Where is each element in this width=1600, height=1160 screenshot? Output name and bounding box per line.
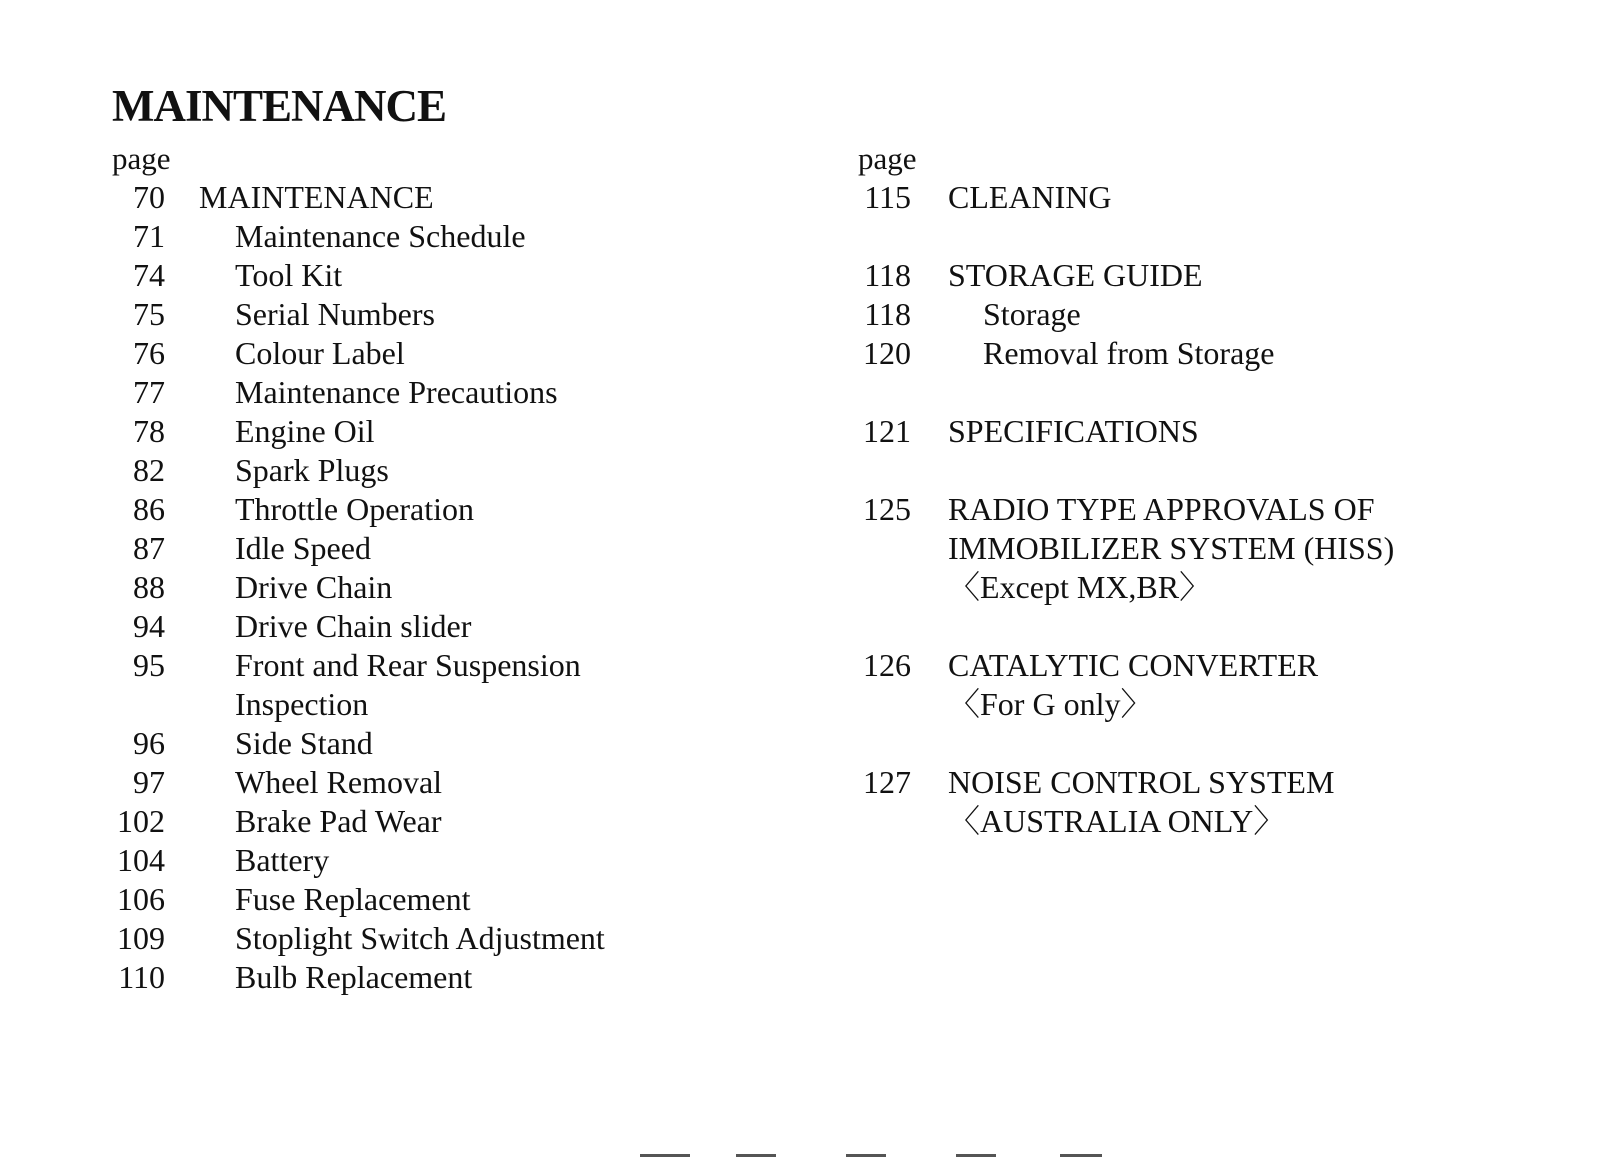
toc-entry-text: Bulb Replacement [235, 959, 473, 995]
toc-page-number: 102 [117, 803, 165, 839]
toc-page-number: 75 [133, 296, 165, 332]
toc-entry-text: STORAGE GUIDE [948, 257, 1203, 293]
toc-entry-text: Storage [983, 296, 1081, 332]
toc-entry-text: Side Stand [235, 725, 373, 761]
toc-entry [112, 529, 732, 568]
toc-entry [112, 490, 732, 529]
toc-entry-text: SPECIFICATIONS [948, 413, 1199, 449]
toc-entry [112, 763, 732, 802]
toc-entry-text: Wheel Removal [235, 764, 443, 800]
toc-page-number: 126 [863, 647, 911, 683]
toc-entry [858, 763, 1558, 841]
toc-entry-line: NOISE CONTROL SYSTEM [948, 764, 1335, 800]
toc-entry [112, 724, 732, 763]
toc-entry-text: Fuse Replacement [235, 881, 471, 917]
toc-page-number: 121 [863, 413, 911, 449]
toc-entry [858, 178, 1558, 217]
toc-entry [112, 958, 732, 997]
toc-page-number: 88 [133, 569, 165, 605]
toc-page-number: 106 [117, 881, 165, 917]
tab-mark [846, 1154, 886, 1157]
toc-entry-text: Tool Kit [235, 257, 343, 293]
toc-entry-note: 〈Except MX,BR〉 [948, 569, 1212, 605]
toc-page-number: 118 [864, 296, 911, 332]
toc-entry-text: Battery [235, 842, 330, 878]
toc-entry [112, 373, 732, 412]
toc-page-number: 86 [133, 491, 165, 527]
tab-mark [640, 1154, 690, 1157]
toc-entry [858, 412, 1558, 451]
toc-entry [858, 490, 1558, 607]
toc-entry-text: Maintenance Schedule [235, 218, 526, 254]
toc-entry-text [235, 646, 581, 724]
toc-entry [112, 412, 732, 451]
toc-entry [112, 217, 732, 256]
spacer [858, 724, 1558, 763]
toc-page-number: 70 [133, 179, 165, 215]
toc-entry [858, 646, 1558, 724]
toc-entry-text: Throttle Operation [235, 491, 475, 527]
toc-entry-text: Idle Speed [235, 530, 371, 566]
toc-entry-note: 〈For G only〉 [948, 686, 1153, 722]
toc-page-number: 94 [133, 608, 165, 644]
toc-page-number: 82 [133, 452, 165, 488]
toc-entry [112, 334, 732, 373]
spacer [858, 373, 1558, 412]
toc-page-number: 87 [133, 530, 165, 566]
toc-entry [112, 919, 732, 958]
toc-entry [112, 646, 732, 724]
toc-entry [112, 451, 732, 490]
toc-entry-line: CATALYTIC CONVERTER [948, 647, 1319, 683]
toc-entry-text: Stoplight Switch Adjustment [235, 920, 605, 956]
tab-mark [956, 1154, 996, 1157]
toc-entry-text: Colour Label [235, 335, 405, 371]
toc-page-number: 77 [133, 374, 165, 410]
toc-page-number: 109 [117, 920, 165, 956]
tab-mark [736, 1154, 776, 1157]
toc-entry-continuation: Inspection [235, 686, 369, 722]
toc-entry-note: 〈AUSTRALIA ONLY〉 [948, 803, 1286, 839]
toc-page-number: 118 [864, 257, 911, 293]
toc-page-number: 71 [133, 218, 165, 254]
toc-entry-text [948, 646, 1318, 724]
toc-entry-text: Spark Plugs [235, 452, 389, 488]
toc-entry [858, 334, 1558, 373]
toc-entry [112, 880, 732, 919]
toc-page-number: 127 [863, 764, 911, 800]
toc-page-number: 97 [133, 764, 165, 800]
toc-page-number: 78 [133, 413, 165, 449]
toc-page-number: 110 [118, 959, 165, 995]
toc-page-number: 115 [864, 179, 911, 215]
toc-page-number: 76 [133, 335, 165, 371]
toc-entry [858, 256, 1558, 295]
toc-page-number: 104 [117, 842, 165, 878]
toc-entry-continuation: IMMOBILIZER SYSTEM (HISS) [948, 530, 1395, 566]
toc-entry-text: Maintenance Precautions [235, 374, 558, 410]
toc-page-number: 96 [133, 725, 165, 761]
toc-entry-text: Serial Numbers [235, 296, 435, 332]
spacer [858, 607, 1558, 646]
page-column-header: page [112, 141, 171, 176]
toc-entry-text: MAINTENANCE [199, 179, 434, 215]
spacer [858, 451, 1558, 490]
page-column-header: page [858, 141, 917, 176]
page-title: MAINTENANCE [112, 81, 447, 131]
spacer [858, 217, 1558, 256]
toc-entry [112, 802, 732, 841]
toc-entry-text: Drive Chain [235, 569, 393, 605]
toc-right-column [858, 140, 1558, 841]
toc-entry-line: Front and Rear Suspension [235, 647, 581, 683]
toc-entry [112, 178, 732, 217]
footer-tab-marks [640, 1154, 1140, 1160]
toc-page-number: 74 [133, 257, 165, 293]
toc-entry-text [948, 490, 1394, 607]
toc-page-number: 125 [863, 491, 911, 527]
toc-entry-text: Engine Oil [235, 413, 375, 449]
toc-entry-text [948, 763, 1334, 841]
toc-entry [112, 841, 732, 880]
toc-entry [112, 256, 732, 295]
toc-entry-text: Removal from Storage [983, 335, 1275, 371]
toc-entry-text: CLEANING [948, 179, 1112, 215]
toc-entry [858, 295, 1558, 334]
toc-entry-text: Drive Chain slider [235, 608, 472, 644]
toc-page-number: 95 [133, 647, 165, 683]
toc-entry-text: Brake Pad Wear [235, 803, 442, 839]
toc-entry [112, 568, 732, 607]
toc-page-number: 120 [863, 335, 911, 371]
toc-entry [112, 295, 732, 334]
toc-left-column [112, 140, 732, 997]
toc-entry [112, 607, 732, 646]
toc-entry-line: RADIO TYPE APPROVALS OF [948, 491, 1375, 527]
tab-mark [1060, 1154, 1102, 1157]
